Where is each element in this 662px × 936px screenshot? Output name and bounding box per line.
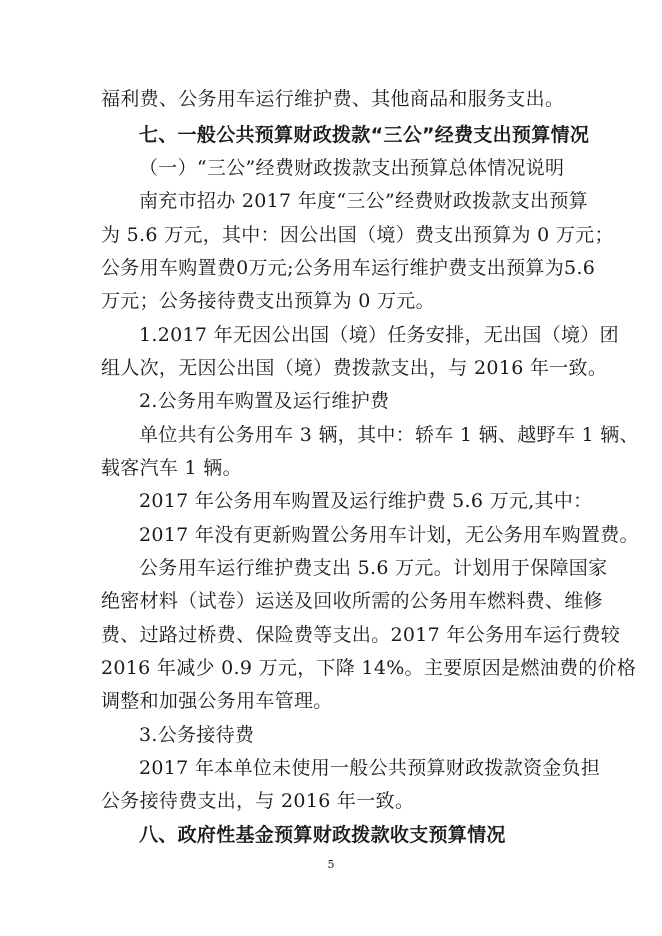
body-text-line: 单位共有公务用车 3 辆，其中：轿车 1 辆、越野车 1 辆、 — [139, 424, 639, 446]
body-text-line: 福利费、公务用车运行维护费、其他商品和服务支出。 — [101, 88, 565, 110]
body-text-line: 2017 年本单位未使用一般公共预算财政拨款资金负担 — [139, 757, 601, 779]
body-text-line: 公务用车运行维护费支出 5.6 万元。计划用于保障国家 — [139, 557, 608, 579]
body-text-line: 绝密材料（试卷）运送及回收所需的公务用车燃料费、维修 — [101, 590, 603, 612]
body-text-line: 调整和加强公务用车管理。 — [101, 690, 333, 712]
body-text-line: 2017 年没有更新购置公务用车计划，无公务用车购置费。 — [139, 524, 639, 546]
body-text-line: 南充市招办 2017 年度“三公”经费财政拨款支出预算 — [139, 190, 588, 212]
body-text-line: 为 5.6 万元，其中：因公出国（境）费支出预算为 0 万元； — [101, 224, 614, 246]
section-heading: 八、政府性基金预算财政拨款收支预算情况 — [139, 824, 506, 846]
body-text-line: 1.2017 年无因公出国（境）任务安排，无出国（境）团 — [139, 324, 619, 346]
section-heading: 七、一般公共预算财政拨款“三公”经费支出预算情况 — [139, 124, 590, 146]
subsection-heading: 2.公务用车购置及运行维护费 — [139, 390, 390, 412]
subsection-heading: （一）“三公”经费财政拨款支出预算总体情况说明 — [139, 157, 565, 179]
body-text-line: 载客汽车 1 辆。 — [101, 457, 242, 479]
body-text-line: 公务接待费支出，与 2016 年一致。 — [101, 790, 415, 812]
body-text-line: 公务用车购置费0万元;公务用车运行维护费支出预算为5.6 — [101, 257, 596, 279]
page-number: 5 — [327, 858, 335, 871]
body-text-line: 组人次，无因公出国（境）费拨款支出，与 2016 年一致。 — [101, 357, 608, 379]
subsection-heading: 3.公务接待费 — [139, 724, 255, 746]
body-text-line: 2017 年公务用车购置及运行维护费 5.6 万元,其中： — [139, 490, 593, 512]
body-text-line: 2016 年减少 0.9 万元，下降 14%。主要原因是燃油费的价格 — [101, 657, 637, 679]
body-text-line: 万元；公务接待费支出预算为 0 万元。 — [101, 290, 435, 312]
body-text-line: 费、过路过桥费、保险费等支出。2017 年公务用车运行费较 — [101, 624, 621, 646]
